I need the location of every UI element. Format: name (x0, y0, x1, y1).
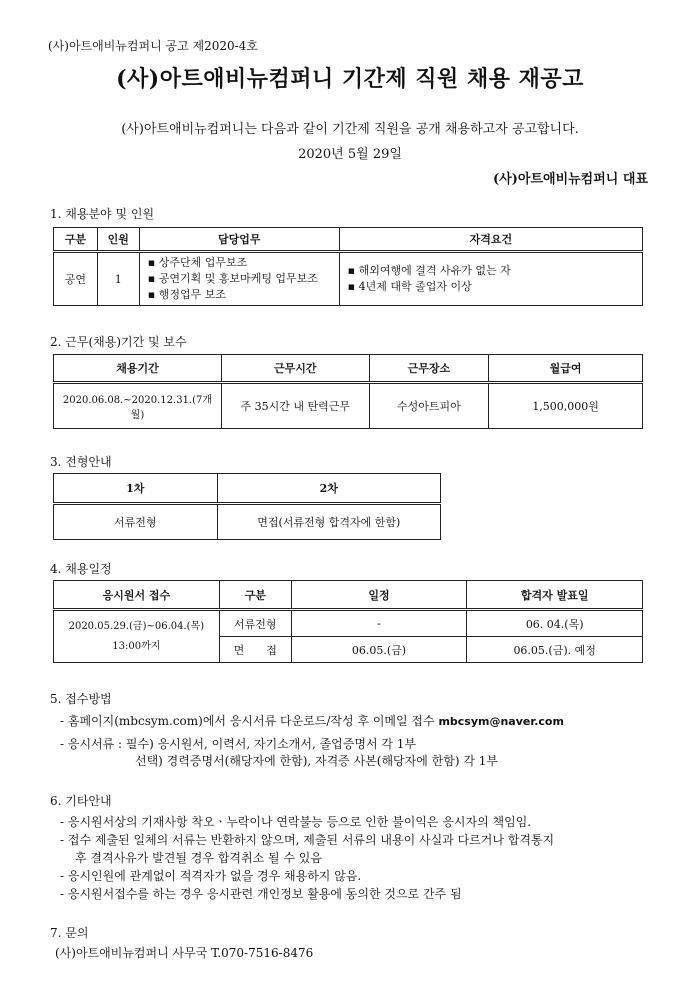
table-row (54, 504, 441, 540)
period-salary-table (53, 354, 643, 429)
intro-text: (사)아트애비뉴컴퍼니는 다음과 같이 기간제 직원을 공개 채용하고자 공고합니다. (121, 122, 579, 137)
table-header: 구분 (54, 228, 98, 252)
list-item: ▪ 행정업무 보조 (147, 288, 226, 301)
notice-item-continued: 후 결격사유가 발견될 경우 합격취소 될 수 있음 (75, 851, 322, 865)
list-item: ▪ 해외여행에 결격 사유가 없는 자 (347, 264, 511, 277)
section-3-heading: 3. 전형안내 (50, 455, 112, 469)
table-header: 담당업무 (139, 228, 339, 252)
schedule-table (53, 580, 643, 663)
schedule-type-cell: 면 접 (219, 637, 291, 663)
notice-item: - 응시원서접수를 하는 경우 응시관련 개인정보 활용에 동의한 것으로 간주 됨 (60, 887, 462, 901)
section-5-heading: 5. 접수방법 (50, 692, 112, 706)
schedule-date-cell: - (291, 610, 467, 637)
hours-cell: 주 35시간 내 탄력근무 (221, 383, 369, 429)
table-header: 2차 (217, 474, 440, 504)
location-cell: 수성아트피아 (369, 383, 489, 429)
duties-cell (139, 252, 339, 306)
announcement-date-cell: 06.05.(금). 예정 (467, 637, 643, 663)
notice-item: - 응시원서상의 기재사항 착오ㆍ누락이나 연락불능 등으로 인한 불이익은 응시자의 책임임. (60, 815, 532, 829)
table-header: 채용기간 (54, 355, 222, 383)
schedule-date-cell: 06.05.(금) (291, 637, 467, 663)
page-title: (사)아트애비뉴컴퍼니 기간제 직원 채용 재공고 (116, 66, 584, 92)
period-cell: 2020.06.08.~2020.12.31.(7개월) (54, 383, 222, 429)
section-1-heading: 1. 채용분야 및 인원 (50, 207, 155, 221)
table-header: 월급여 (489, 355, 643, 383)
schedule-type-cell: 서류전형 (219, 610, 291, 637)
count-cell: 1 (97, 252, 139, 306)
section-6-heading: 6. 기타안내 (50, 794, 112, 808)
table-row (54, 252, 643, 306)
table-row (54, 383, 643, 429)
table-header: 인원 (97, 228, 139, 252)
contact-email: mbcsym@naver.com (438, 715, 564, 728)
selection-process-table (53, 473, 441, 540)
stage-1-cell: 서류전형 (54, 504, 218, 540)
section-7-heading: 7. 문의 (50, 926, 89, 940)
optional-documents-line: 선택) 경력증명서(해당자에 한함), 자격증 사본(해당자에 한함) 각 1부 (135, 754, 498, 768)
table-header: 근무장소 (369, 355, 489, 383)
notice-item: - 응시인원에 관계없이 적격자가 없을 경우 채용하지 않음. (60, 869, 362, 883)
representative: (사)아트애비뉴컴퍼니 대표 (493, 172, 648, 187)
table-header: 응시원서 접수 (54, 581, 220, 610)
application-period-cell: 2020.05.29.(금)~06.04.(목) 13:00까지 (54, 610, 220, 663)
table-row (54, 610, 643, 637)
table-header: 자격요건 (339, 228, 642, 252)
notice-item: - 접수 제출된 일체의 서류는 반환하지 않으며, 제출된 서류의 내용이 사실과 다르거나 합격통지 (60, 833, 555, 847)
recruitment-field-table (53, 227, 643, 306)
notice-date: 2020년 5월 29일 (298, 147, 402, 162)
qualifications-cell (339, 252, 642, 306)
category-cell: 공연 (54, 252, 98, 306)
notice-number: (사)아트애비뉴컴퍼니 공고 제2020-4호 (48, 39, 258, 53)
announcement-date-cell: 06. 04.(목) (467, 610, 643, 637)
list-item: ▪ 4년제 대학 졸업자 이상 (347, 280, 472, 293)
list-item: ▪ 상주단체 업무보조 (147, 256, 248, 269)
table-header: 근무시간 (221, 355, 369, 383)
table-header: 구분 (219, 581, 291, 610)
table-header: 합격자 발표일 (467, 581, 643, 610)
contact-info: (사)아트애비뉴컴퍼니 사무국 T.070-7516-8476 (55, 946, 314, 960)
required-documents-line: - 응시서류 : 필수) 응시원서, 이력서, 자기소개서, 졸업증명서 각 1부 (60, 737, 416, 751)
table-header: 1차 (54, 474, 218, 504)
application-method-line: - 홈페이지(mbcsym.com)에서 응시서류 다운로드/작성 후 이메일 접수 mbcsym@naver.com (60, 714, 564, 728)
table-header: 일정 (291, 581, 467, 610)
section-2-heading: 2. 근무(채용)기간 및 보수 (50, 335, 187, 349)
salary-cell: 1,500,000원 (489, 383, 643, 429)
stage-2-cell: 면접(서류전형 합격자에 한함) (217, 504, 440, 540)
section-4-heading: 4. 채용일정 (50, 562, 112, 576)
list-item: ▪ 공연기획 및 홍보마케팅 업무보조 (147, 272, 318, 285)
